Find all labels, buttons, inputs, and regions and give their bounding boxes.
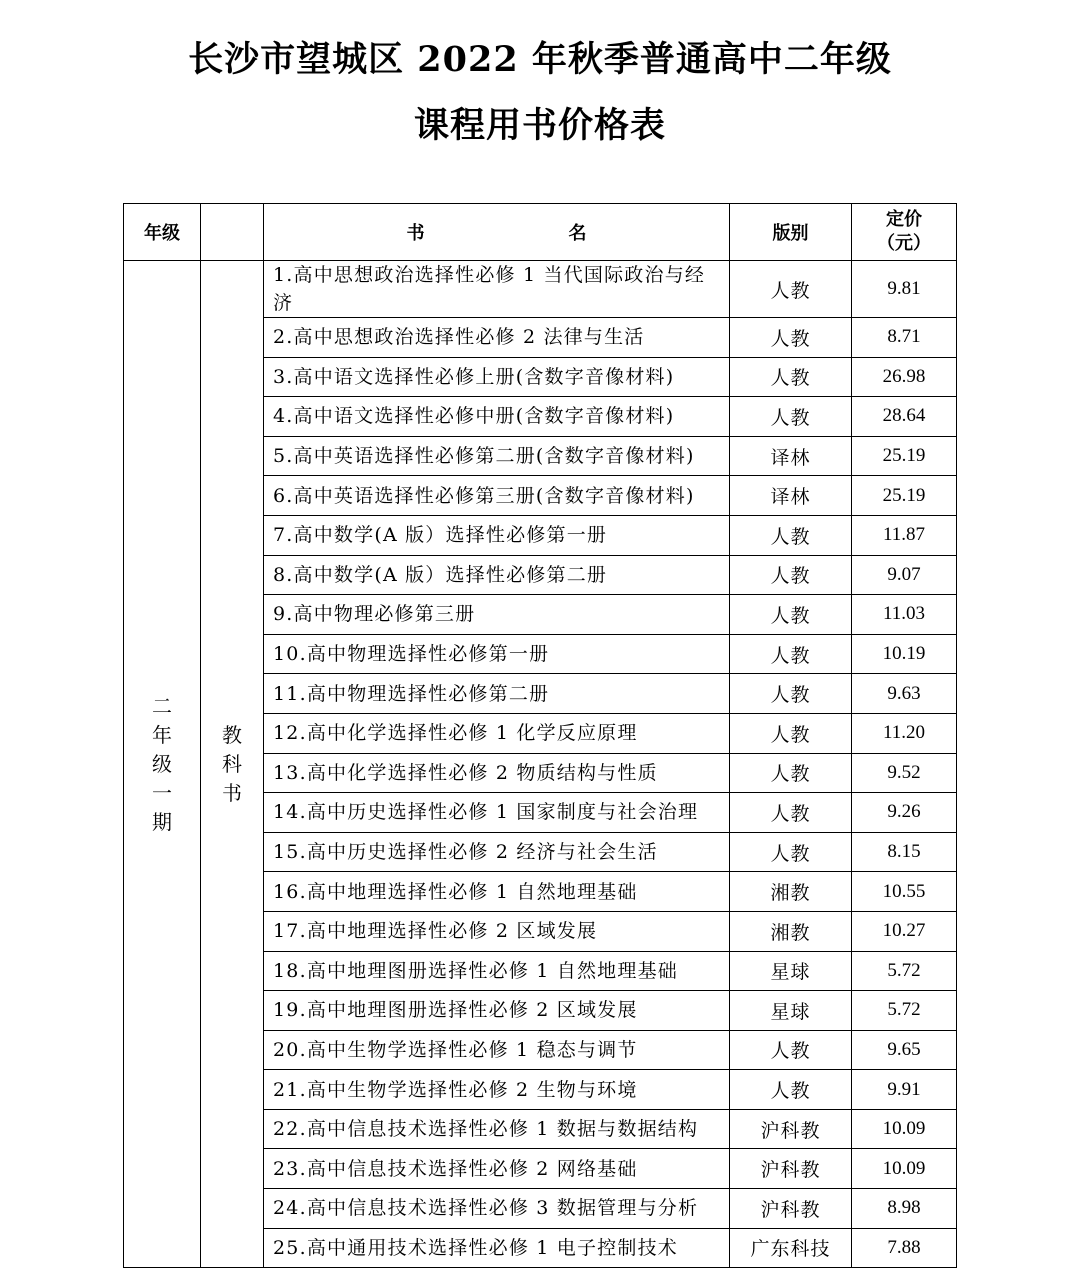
header-publisher: 版别	[730, 204, 852, 261]
book-name-cell: 1.高中思想政治选择性必修 1 当代国际政治与经济	[264, 261, 730, 318]
publisher-cell: 湘教	[730, 872, 852, 912]
book-name-cell: 2.高中思想政治选择性必修 2 法律与生活	[264, 318, 730, 358]
publisher-cell: 沪科教	[730, 1109, 852, 1149]
book-name-cell: 23.高中信息技术选择性必修 2 网络基础	[264, 1149, 730, 1189]
price-cell: 8.98	[852, 1189, 957, 1229]
book-name-cell: 4.高中语文选择性必修中册(含数字音像材料)	[264, 397, 730, 437]
publisher-cell: 人教	[730, 515, 852, 555]
price-cell: 25.19	[852, 436, 957, 476]
publisher-cell: 人教	[730, 357, 852, 397]
price-cell: 25.19	[852, 476, 957, 516]
header-type	[201, 204, 264, 261]
grade-label: 二年级一期	[152, 693, 172, 834]
book-name-cell: 8.高中数学(A 版）选择性必修第二册	[264, 555, 730, 595]
header-name-char-1: 书	[406, 223, 425, 244]
header-price-line1: 定价	[886, 209, 922, 230]
table-row	[124, 261, 957, 318]
publisher-cell: 沪科教	[730, 1149, 852, 1189]
book-name-cell: 11.高中物理选择性必修第二册	[264, 674, 730, 714]
publisher-cell: 人教	[730, 555, 852, 595]
publisher-cell: 人教	[730, 793, 852, 833]
publisher-cell: 人教	[730, 1070, 852, 1110]
table-header-row	[124, 204, 957, 261]
book-name-cell: 7.高中数学(A 版）选择性必修第一册	[264, 515, 730, 555]
header-price	[852, 204, 957, 261]
price-cell: 9.81	[852, 261, 957, 318]
price-cell: 10.27	[852, 911, 957, 951]
price-cell: 9.91	[852, 1070, 957, 1110]
book-name-cell: 5.高中英语选择性必修第二册(含数字音像材料)	[264, 436, 730, 476]
document-subtitle: 课程用书价格表	[413, 105, 666, 146]
grade-cell	[124, 261, 201, 1268]
book-name-cell: 20.高中生物学选择性必修 1 稳态与调节	[264, 1030, 730, 1070]
price-cell: 9.07	[852, 555, 957, 595]
book-name-cell: 19.高中地理图册选择性必修 2 区域发展	[264, 991, 730, 1031]
price-cell: 10.09	[852, 1109, 957, 1149]
publisher-cell: 星球	[730, 951, 852, 991]
type-label: 教科书	[222, 722, 242, 805]
price-cell: 9.26	[852, 793, 957, 833]
publisher-cell: 人教	[730, 261, 852, 318]
book-name-cell: 16.高中地理选择性必修 1 自然地理基础	[264, 872, 730, 912]
book-name-cell: 25.高中通用技术选择性必修 1 电子控制技术	[264, 1228, 730, 1268]
book-name-cell: 13.高中化学选择性必修 2 物质结构与性质	[264, 753, 730, 793]
publisher-cell: 人教	[730, 595, 852, 635]
publisher-cell: 人教	[730, 634, 852, 674]
publisher-cell: 沪科教	[730, 1189, 852, 1229]
publisher-cell: 人教	[730, 832, 852, 872]
price-cell: 8.71	[852, 318, 957, 358]
book-name-cell: 22.高中信息技术选择性必修 1 数据与数据结构	[264, 1109, 730, 1149]
price-cell: 10.19	[852, 634, 957, 674]
publisher-cell: 星球	[730, 991, 852, 1031]
price-table	[123, 203, 957, 1268]
publisher-cell: 译林	[730, 436, 852, 476]
book-name-cell: 10.高中物理选择性必修第一册	[264, 634, 730, 674]
price-cell: 9.52	[852, 753, 957, 793]
book-name-cell: 17.高中地理选择性必修 2 区域发展	[264, 911, 730, 951]
price-cell: 11.03	[852, 595, 957, 635]
publisher-cell: 人教	[730, 1030, 852, 1070]
publisher-cell: 广东科技	[730, 1228, 852, 1268]
document-title: 长沙市望城区 2022 年秋季普通高中二年级	[188, 39, 892, 80]
price-cell: 5.72	[852, 991, 957, 1031]
publisher-cell: 译林	[730, 476, 852, 516]
book-name-cell: 3.高中语文选择性必修上册(含数字音像材料)	[264, 357, 730, 397]
header-name-char-2: 名	[568, 223, 587, 244]
header-grade: 年级	[124, 204, 201, 261]
book-name-cell: 14.高中历史选择性必修 1 国家制度与社会治理	[264, 793, 730, 833]
publisher-cell: 人教	[730, 397, 852, 437]
publisher-cell: 人教	[730, 753, 852, 793]
price-cell: 8.15	[852, 832, 957, 872]
price-cell: 10.09	[852, 1149, 957, 1189]
price-cell: 26.98	[852, 357, 957, 397]
book-name-cell: 9.高中物理必修第三册	[264, 595, 730, 635]
book-name-cell: 24.高中信息技术选择性必修 3 数据管理与分析	[264, 1189, 730, 1229]
book-name-cell: 12.高中化学选择性必修 1 化学反应原理	[264, 713, 730, 753]
table-body	[124, 261, 957, 1268]
book-name-cell: 15.高中历史选择性必修 2 经济与社会生活	[264, 832, 730, 872]
price-cell: 11.87	[852, 515, 957, 555]
price-cell: 5.72	[852, 951, 957, 991]
publisher-cell: 人教	[730, 318, 852, 358]
header-price-line2: （元）	[877, 233, 931, 254]
price-cell: 10.55	[852, 872, 957, 912]
price-cell: 9.65	[852, 1030, 957, 1070]
price-cell: 9.63	[852, 674, 957, 714]
book-name-cell: 18.高中地理图册选择性必修 1 自然地理基础	[264, 951, 730, 991]
book-name-cell: 6.高中英语选择性必修第三册(含数字音像材料)	[264, 476, 730, 516]
type-cell	[201, 261, 264, 1268]
price-cell: 11.20	[852, 713, 957, 753]
publisher-cell: 湘教	[730, 911, 852, 951]
price-cell: 28.64	[852, 397, 957, 437]
book-name-cell: 21.高中生物学选择性必修 2 生物与环境	[264, 1070, 730, 1110]
header-name	[264, 204, 730, 261]
publisher-cell: 人教	[730, 713, 852, 753]
price-cell: 7.88	[852, 1228, 957, 1268]
publisher-cell: 人教	[730, 674, 852, 714]
